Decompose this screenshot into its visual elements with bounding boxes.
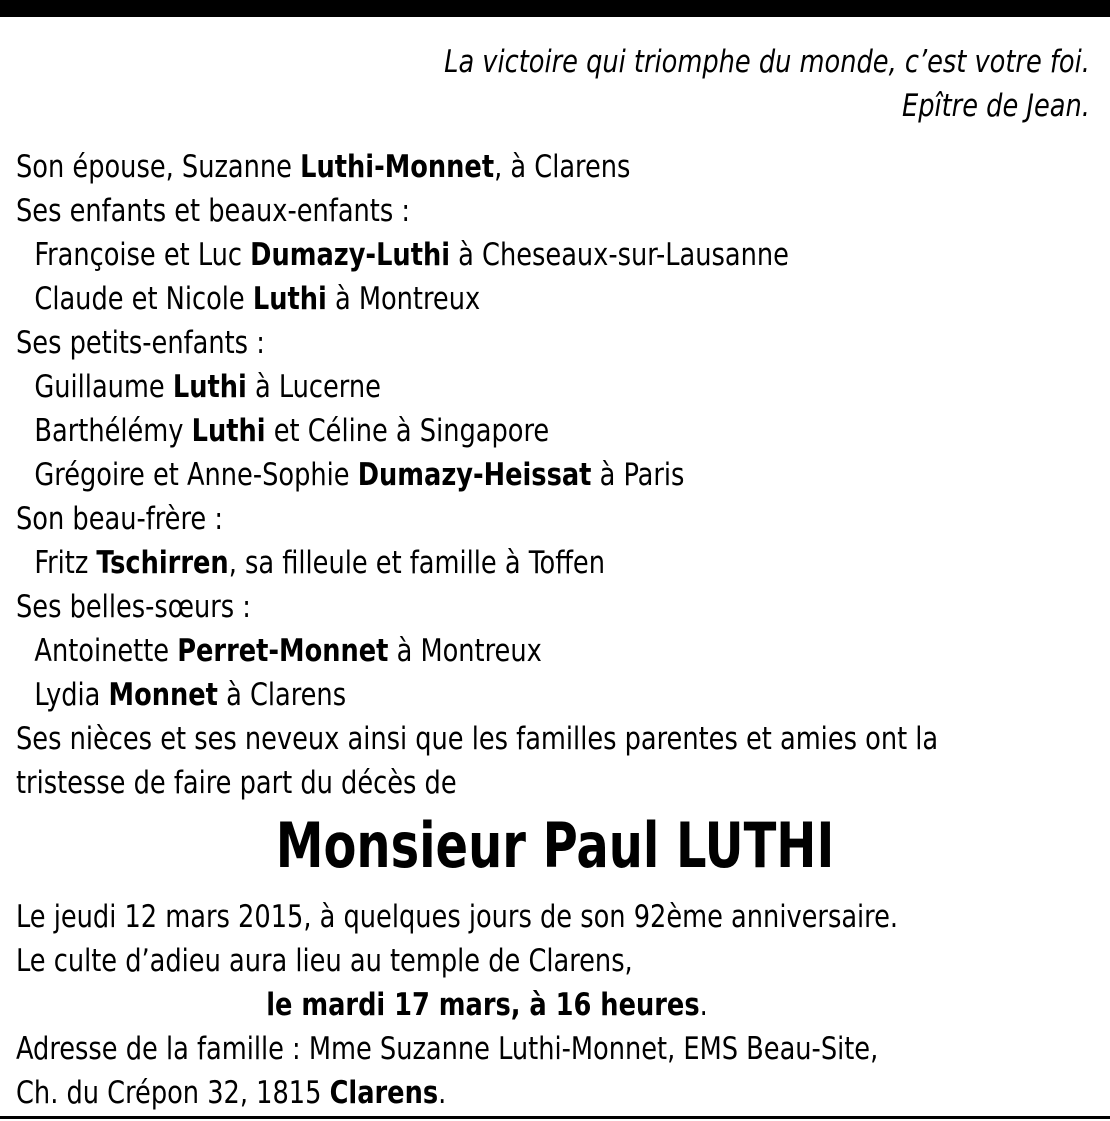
verse-source: Epître de Jean. xyxy=(902,88,1090,124)
brother-in-law-line xyxy=(16,541,1010,585)
address-city: Clarens xyxy=(329,1075,439,1111)
address-period: . xyxy=(438,1075,447,1111)
top-border-bar xyxy=(0,0,1110,17)
sister-in-law-prefix: Antoinette xyxy=(34,633,178,669)
brother-in-law-header: Son beau-frère : xyxy=(16,501,223,537)
child-suffix: à Montreux xyxy=(326,281,481,317)
grandchild-prefix: Grégoire et Anne-Sophie xyxy=(34,457,358,493)
grandchild-prefix: Guillaume xyxy=(34,369,173,405)
sister-in-law-line xyxy=(16,673,1010,717)
deceased-name: Monsieur Paul LUTHI xyxy=(275,809,835,882)
sister-in-law-line xyxy=(16,629,1010,673)
service-details xyxy=(16,895,1074,1115)
child-suffix: à Cheseaux-sur-Lausanne xyxy=(450,237,789,273)
brother-in-law-suffix: , sa filleule et famille à Toffen xyxy=(228,545,605,581)
grandchild-prefix: Barthélémy xyxy=(34,413,192,449)
bible-verse xyxy=(444,40,1090,128)
service-time-line xyxy=(16,983,1074,1027)
grandchildren-header: Ses petits-enfants : xyxy=(16,325,265,361)
service-time-period: . xyxy=(699,987,708,1023)
family-announcement xyxy=(16,145,1010,805)
verse-quote: La victoire qui triomphe du monde, c’est votre foi. xyxy=(444,44,1090,80)
sister-in-law-suffix: à Montreux xyxy=(388,633,542,669)
brother-in-law-prefix: Fritz xyxy=(34,545,97,581)
grandchild-name: Luthi xyxy=(172,369,247,405)
spouse-prefix: Son épouse, Suzanne xyxy=(16,149,301,185)
grandchild-line xyxy=(16,365,1010,409)
address-street: Ch. du Crépon 32, 1815 xyxy=(16,1075,330,1111)
child-line xyxy=(16,277,1010,321)
service-line: Le culte d’adieu aura lieu au temple de Clarens, xyxy=(16,943,633,979)
sister-in-law-name: Monnet xyxy=(108,677,218,713)
child-name: Luthi xyxy=(252,281,327,317)
bottom-border-rule xyxy=(0,1116,1110,1119)
brother-in-law-name: Tschirren xyxy=(96,545,229,581)
address-line-1: Adresse de la famille : Mme Suzanne Luthi-Monnet, EMS Beau-Site, xyxy=(16,1031,879,1067)
child-prefix: Françoise et Luc xyxy=(34,237,251,273)
sister-in-law-suffix: à Clarens xyxy=(217,677,347,713)
child-line xyxy=(16,233,1010,277)
grandchild-suffix: et Céline à Singapore xyxy=(265,413,550,449)
child-name: Dumazy-Luthi xyxy=(250,237,451,273)
grandchild-name: Luthi xyxy=(191,413,266,449)
closing-line-1: Ses nièces et ses neveux ainsi que les familles parentes et amies ont la xyxy=(16,721,939,757)
grandchild-suffix: à Lucerne xyxy=(246,369,381,405)
closing-line-2: tristesse de faire part du décès de xyxy=(16,765,457,801)
spouse-line xyxy=(16,145,1010,189)
grandchild-suffix: à Paris xyxy=(591,457,685,493)
address-line-2 xyxy=(16,1071,1074,1115)
children-header: Ses enfants et beaux-enfants : xyxy=(16,193,411,229)
grandchild-line xyxy=(16,453,1010,497)
sister-in-law-prefix: Lydia xyxy=(34,677,109,713)
spouse-name: Luthi-Monnet xyxy=(300,149,495,185)
sister-in-law-name: Perret-Monnet xyxy=(177,633,389,669)
sisters-in-law-header: Ses belles-sœurs : xyxy=(16,589,251,625)
service-time: le mardi 17 mars, à 16 heures xyxy=(266,987,700,1023)
spouse-suffix: , à Clarens xyxy=(494,149,631,185)
date-line: Le jeudi 12 mars 2015, à quelques jours de son 92ème anniversaire. xyxy=(16,899,899,935)
child-prefix: Claude et Nicole xyxy=(34,281,253,317)
grandchild-name: Dumazy-Heissat xyxy=(357,457,592,493)
grandchild-line xyxy=(16,409,1010,453)
